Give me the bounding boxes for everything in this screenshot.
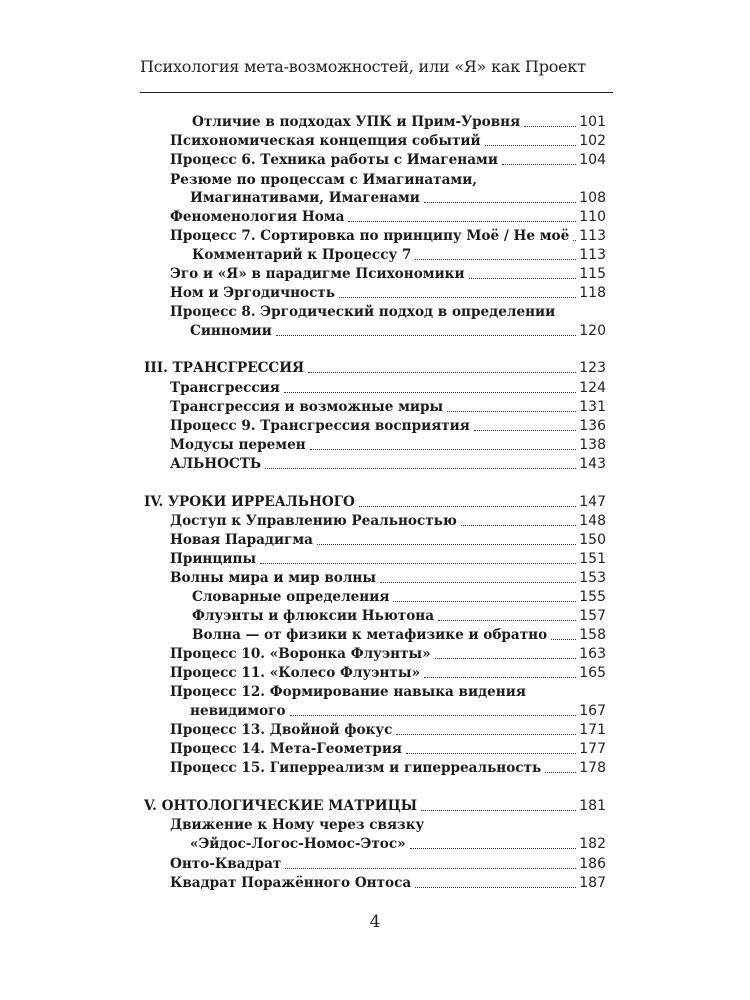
toc-entry-page: 136 [579,418,606,434]
toc-entry-page: 118 [579,285,606,301]
toc-section-heading[interactable] [144,494,606,511]
toc-entry-title: Процесс 13. Двойной фокус [170,722,393,738]
dot-leader [410,848,577,849]
toc-entry-page: 163 [579,646,606,662]
toc-entry[interactable] [190,703,606,720]
toc-entry[interactable] [170,437,606,454]
toc-entry[interactable] [170,570,606,587]
toc-entry-page: 101 [579,114,606,130]
toc-entry[interactable] [192,114,606,131]
toc-entry-page: 148 [579,513,606,529]
toc-entry-title: Психономическая концепция событий [170,133,481,149]
toc-entry-page: 102 [579,133,606,149]
toc-entry-title: Ном и Эргодичность [170,285,336,301]
toc-entry[interactable] [170,209,606,226]
toc-entry[interactable] [170,399,606,416]
dot-leader [415,887,576,888]
toc-entry-page: 150 [579,532,606,548]
dot-leader [435,658,577,659]
toc-entry[interactable] [170,228,606,245]
toc-entry[interactable] [170,646,606,663]
toc-entry-title: Модусы перемен [170,437,306,453]
toc-entry-title: Доступ к Управлению Реальностью [170,513,457,529]
toc-entry[interactable] [170,285,606,302]
toc-entry-page: 155 [579,589,606,605]
toc-entry-page: 131 [579,399,606,415]
dot-leader [461,525,576,526]
dot-leader [285,868,576,869]
toc-entry[interactable] [170,456,606,473]
toc-entry-title: Трансгрессия [170,380,280,396]
dot-leader [524,126,576,127]
toc-entry-title: Эго и «Я» в парадигме Психономики [170,266,465,282]
toc-entry-title-line: Резюме по процессам с Имагинатами, [170,172,478,188]
toc-entry-title: «Эйдос-Логос-Номос-Этос» [190,836,406,852]
toc-entry-title: АЛЬНОСТЬ [170,456,262,472]
dot-leader [406,753,576,754]
dot-leader [424,677,576,678]
toc-entry-title: Процесс 14. Мета-Геометрия [170,741,402,757]
toc-entry-page: 108 [579,190,606,206]
toc-entry-title: Новая Парадигма [170,532,313,548]
toc-entry-page: 115 [579,266,606,282]
toc-entry-page: 178 [579,760,606,776]
toc-entry-page: 143 [579,456,606,472]
dot-leader [424,202,576,203]
toc-entry-title: Имагинативами, Имагенами [190,190,420,206]
toc-entry-title: Процесс 11. «Колесо Флуэнты» [170,665,420,681]
toc-entry-title: Процесс 10. «Воронка Флуэнты» [170,646,431,662]
toc-entry[interactable] [170,875,606,892]
toc-entry[interactable] [170,266,606,283]
dot-leader [380,582,576,583]
toc-entry-title: Процесс 6. Техника работы с Имагенами [170,152,498,168]
toc-entry-title: Квадрат Поражённого Онтоса [170,875,412,891]
toc-entry-page: 186 [579,856,606,872]
toc-entry-page: 167 [579,703,606,719]
toc-entry-title: Словарные определения [192,589,390,605]
toc-entry-page: 113 [579,247,606,263]
toc-entry[interactable] [190,323,606,340]
toc-entry[interactable] [190,836,606,853]
toc-section-title: V. ОНТОЛОГИЧЕСКИЕ МАТРИЦЫ [144,798,418,814]
toc-entry-page: 171 [579,722,606,738]
dot-leader [393,601,576,602]
toc-section-heading[interactable] [144,360,606,377]
toc-entry[interactable] [170,760,606,777]
dot-leader [310,449,577,450]
toc-entry[interactable] [170,418,606,435]
toc-entry[interactable] [170,551,606,568]
toc-section-title: III. ТРАНСГРЕССИЯ [144,360,305,376]
dot-leader [260,563,576,564]
dot-leader [348,221,576,222]
toc-entry-title: Флуэнты и флюксии Ньютона [192,608,435,624]
toc-entry-title: Трансгрессия и возможные миры [170,399,444,415]
toc-entry-page: 158 [579,627,606,643]
toc-entry[interactable] [192,608,606,625]
toc-entry[interactable] [170,665,606,682]
toc-entry-page: 113 [579,228,606,244]
toc-entry-title: Волна — от физики к метафизике и обратно [192,627,548,643]
toc-entry-title: Комментарий к Процессу 7 [192,247,412,263]
toc-section-title: IV. УРОКИ ИРРЕАЛЬНОГО [144,494,355,510]
toc-entry-title: Онто-Квадрат [170,856,282,872]
dot-leader [265,468,576,469]
toc-entry[interactable] [170,133,606,150]
toc-entry-page: 124 [579,380,606,396]
toc-entry-title: невидимого [190,703,286,719]
dot-leader [474,430,576,431]
toc-entry-page: 177 [579,741,606,757]
toc-entry[interactable] [170,722,606,739]
toc-entry[interactable] [170,532,606,549]
toc-entry-page: 138 [579,437,606,453]
dot-leader [447,411,576,412]
toc-entry-title: Отличие в подходах УПК и Прим-Уровня [192,114,521,130]
toc-entry[interactable] [190,190,606,207]
toc-entry[interactable] [170,380,606,397]
toc-entry-page: 110 [579,209,606,225]
toc-entry-title: Синномии [190,323,272,339]
dot-leader [396,734,576,735]
dot-leader [545,772,576,773]
dot-leader [339,297,576,298]
toc-entry-title-line: Движение к Ному через связку [170,817,425,833]
dot-leader [438,620,576,621]
toc-entry[interactable] [170,152,606,169]
dot-leader [308,372,576,373]
toc-section-page: 181 [579,798,606,814]
toc-entry-page: 165 [579,665,606,681]
toc-entry-title-line: Процесс 8. Эргодический подход в определении [170,304,556,320]
dot-leader [317,544,576,545]
toc-entry-title: Принципы [170,551,257,567]
toc-entry[interactable] [170,856,606,873]
toc-entry-title: Волны мира и мир волны [170,570,377,586]
toc-entry-title: Процесс 9. Трансгрессия восприятия [170,418,470,434]
toc-entry-title: Процесс 15. Гиперреализм и гиперреальность [170,760,542,776]
toc-entry[interactable] [192,247,606,264]
toc-entry-page: 153 [579,570,606,586]
toc-entry[interactable] [192,627,606,644]
toc-entry-page: 157 [579,608,606,624]
toc-entry-page: 182 [579,836,606,852]
dot-leader [469,278,577,279]
toc-section-page: 147 [579,494,606,510]
dot-leader [284,392,576,393]
page-number: 4 [369,912,381,932]
dot-leader [421,810,576,811]
toc-entry[interactable] [170,741,606,758]
toc-entry[interactable] [170,513,606,530]
toc-entry-page: 151 [579,551,606,567]
toc-entry[interactable] [192,589,606,606]
toc-entry-title: Феноменология Нома [170,209,345,225]
toc-entry-page: 104 [579,152,606,168]
dot-leader [359,506,576,507]
dot-leader [485,145,577,146]
running-header: Психология мета-возможностей, или «Я» как Проект [140,57,586,76]
dot-leader [551,639,576,640]
dot-leader [502,164,576,165]
toc-section-heading[interactable] [144,798,606,815]
dot-leader [290,715,577,716]
dot-leader [276,335,576,336]
toc-section-page: 123 [579,360,606,376]
dot-leader [415,259,576,260]
toc-entry-title: Процесс 7. Сортировка по принципу Моё / Не моё [170,228,570,244]
toc-entry-page: 120 [579,323,606,339]
toc-entry-page: 187 [579,875,606,891]
toc-entry-title-line: Процесс 12. Формирование навыка видения [170,684,526,700]
